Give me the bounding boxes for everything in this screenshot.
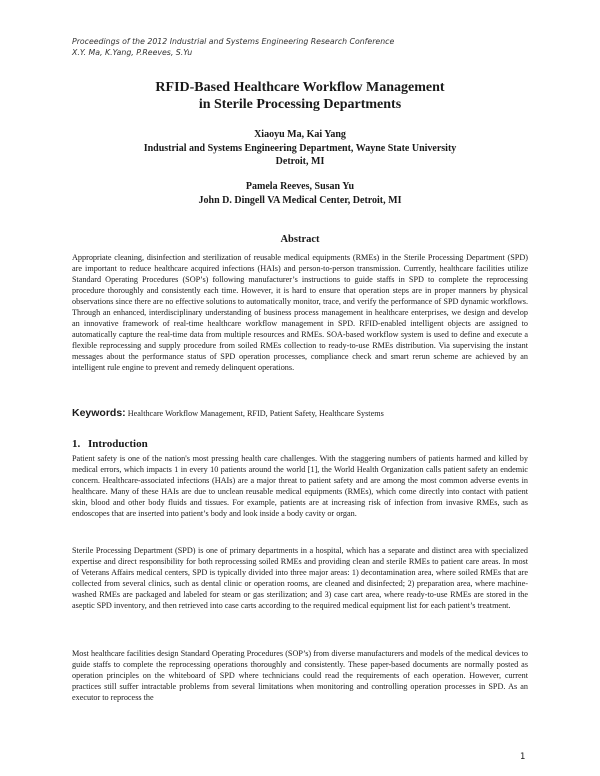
section-title: Introduction — [88, 438, 148, 450]
author-names: Pamela Reeves, Susan Yu — [245, 181, 355, 192]
abstract-heading: Abstract — [280, 234, 320, 245]
conference-name: Proceedings of the 2012 Industrial and Systems Engineering Research Conference — [72, 37, 395, 46]
keywords-text: Healthcare Workflow Management, RFID, Patient Safety, Healthcare Systems — [127, 409, 384, 418]
keywords-label: Keywords: — [72, 407, 126, 419]
intro-paragraph-3: Most healthcare facilities design Standard Operating Procedures (SOP’s) from diverse manufacturers and models of the medical devices to guide staffs to complete the reprocessing operations thoroughly and consistently. These paper-based documents are normally posted as operation principles on the whiteboard of SPD where technicians could read the requirements of each operation. However, current practices still suffer intractable problems from several limitations when monitoring and controlling operation processes in SPD. As an executor to reprocess the — [72, 649, 528, 703]
author-names: Xiaoyu Ma, Kai Yang — [254, 129, 346, 140]
author-short-list: X.Y. Ma, K.Yang, P.Reeves, S.Yu — [72, 48, 193, 57]
author-location: Detroit, MI — [275, 156, 325, 167]
running-header — [72, 36, 394, 58]
page-number: 1 — [520, 752, 526, 762]
paper-title-line-2: in Sterile Processing Departments — [198, 97, 402, 112]
author-affiliation: Industrial and Systems Engineering Department, Wayne State University — [143, 142, 457, 154]
author-block-2 — [0, 180, 600, 207]
paper-title — [0, 79, 600, 113]
abstract-text: Appropriate cleaning, disinfection and sterilization of reusable medical equipments (RMEs) in the Sterile Processing Department (SPD) are important to reduce healthcare acquired infections (HAIs) and person-to-person transmission. Currently, healthcare facilities utilize Standard Operating Procedures (SOP’s) following manufacturer’s instructions to guide staffs in SPD to complete the reprocessing procedure thoroughly and consistently each time. However, it is hard to ensure that operation steps are in proper manners by physical observations since there are no effective solutions to automatically monitor, trace, and verify the performance of SPD dynamic workflows. Through an enhanced, interdisciplinary understanding of business process management in healthcare enterprises, we design and develop an innovative framework of real-time healthcare workflow management in SPD. RFID-enabled intelligent objects are assigned to automatically capture the real-time data from multiple resources and RMEs. SOA-based workflow system is used to define and execute a flexible reprocessing and supply procedure from soiled RMEs collection to ready-to-use RMEs distribution. Via supervising the instant messages about the performance status of SPD operation processes, compliance check and smart rerun scheme are achieved by an intelligent rule engine to prevent and remedy delinquent operations. — [72, 253, 528, 373]
intro-paragraph-2: Sterile Processing Department (SPD) is one of primary departments in a hospital, which has a separate and distinct area with specialized expertise and direct responsibility for both reprocessing soiled RMEs and providing clean and sterile RMEs to patient care areas. In most of Veterans Affairs medical centers, SPD is typically divided into three major areas: 1) decontamination area, where soiled RMEs that are collected from several clinics, such as dental clinic or operation rooms, are cleaned and disinfected; 2) preparation area, where machine-washed RMEs are packaged and labeled for steam or gas sterilization; and 3) case cart area, where ready-to-use RMEs are stored in the aseptic SPD inventory, and then retrieved into case carts according to the required medical equipment list for each patient’s treatment. — [72, 546, 528, 611]
keywords — [72, 408, 532, 419]
section-heading-introduction — [72, 438, 148, 450]
section-number: 1. — [72, 438, 81, 450]
intro-paragraph-1: Patient safety is one of the nation's most pressing health care challenges. With the staggering numbers of patients harmed and killed by medical errors, which impacts 1 in every 10 patients around the world [1], the World Health Organization calls patient safety an endemic concern. Healthcare-associated infections (HAIs) are a major threat to patient safety and are among the most common adverse events in healthcare. Many of these HAIs are due to unclean reusable medical equipments (RMEs), which come directly into contact with patient skin, blood and other body fluids and tissues. For example, patients are at increasing risk of infection from invasive RMEs, such as endoscopes that are inserted into patient’s body and look inside a body cavity or organ. — [72, 454, 528, 519]
paper-title-line-1: RFID-Based Healthcare Workflow Management — [155, 80, 445, 95]
author-block-1 — [0, 128, 600, 169]
author-affiliation: John D. Dingell VA Medical Center, Detroit, MI — [198, 194, 402, 206]
